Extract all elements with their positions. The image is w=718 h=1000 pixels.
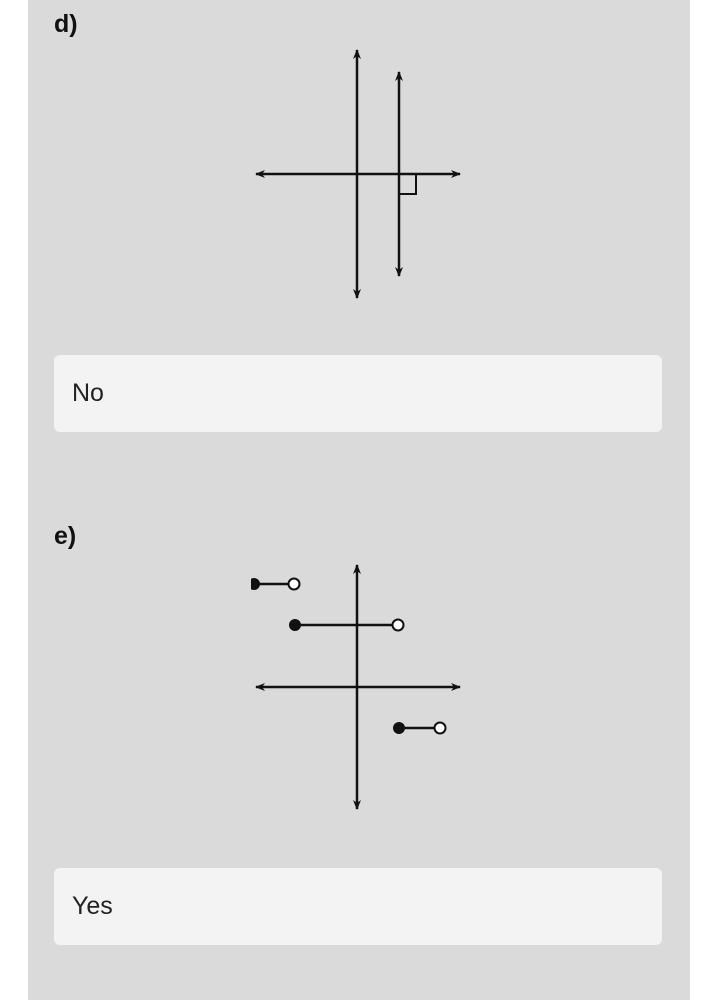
answer-field-e[interactable]: [54, 868, 662, 945]
answer-d-text: No: [72, 379, 104, 407]
open-dot-bottom: [435, 723, 446, 734]
question-e-graph: [240, 555, 480, 815]
closed-dot-bottom: [393, 722, 405, 734]
answer-field-d[interactable]: [54, 355, 662, 432]
closed-dot-middle: [289, 619, 301, 631]
question-e-label: e): [54, 522, 77, 550]
open-dot-middle: [393, 620, 404, 631]
answer-e-text: Yes: [72, 892, 113, 920]
question-d-graph: [240, 40, 480, 310]
right-angle-icon: [399, 174, 416, 194]
open-dot-top: [289, 579, 300, 590]
question-d-label: d): [54, 10, 78, 38]
